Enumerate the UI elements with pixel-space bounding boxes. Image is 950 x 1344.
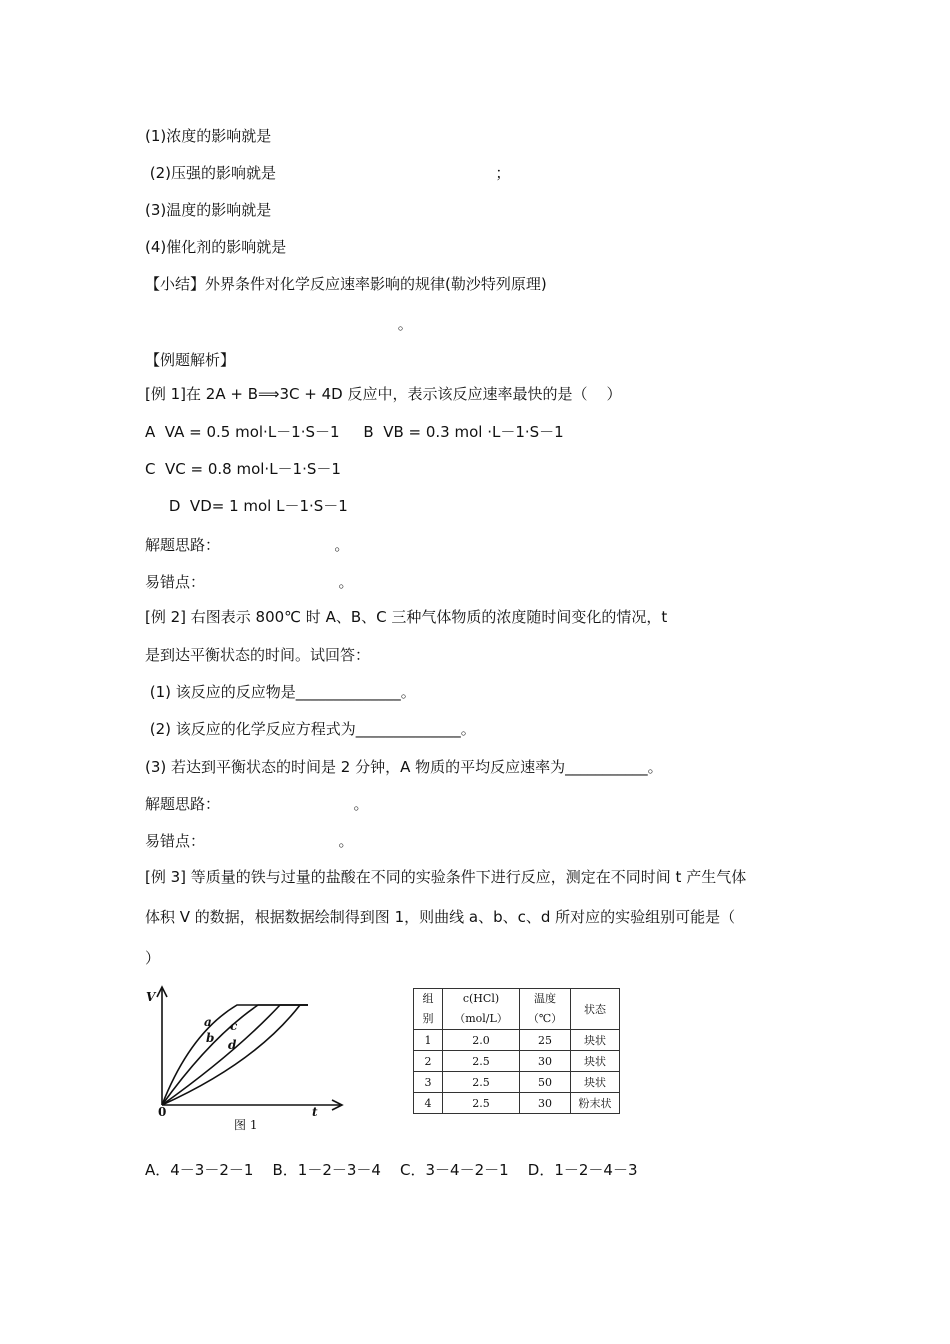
table-cell: 块状 [571, 1030, 620, 1051]
table-cell: 2.5 [443, 1051, 520, 1072]
summary-heading: 【小结】外界条件对化学反应速率影响的规律(勒沙特列原理) [145, 275, 547, 293]
example-3-options: A．4－3－2－1 B．1－2－3－4 C．3－4－2－1 D．1－2－4－3 [145, 1161, 638, 1179]
example-3-question-end: ） [145, 949, 161, 967]
table-row [414, 1051, 620, 1072]
table-row [414, 1093, 620, 1114]
curve-label-c: c [230, 1019, 238, 1033]
example-1-option-c: C VC = 0.8 mol·L－1·S－1 [145, 460, 341, 478]
header-state: 状态 [571, 989, 620, 1030]
error-point: 易错点： 。 [145, 573, 354, 591]
text-line: (2)压强的影响就是 ； [145, 164, 511, 182]
example-2-question: [例 2] 右图表示 800℃ 时 A、B、C 三种气体物质的浓度随时间变化的情况，t [145, 608, 668, 626]
table-cell: 25 [520, 1030, 571, 1051]
header-concentration: c(HCl) （mol/L） [443, 989, 520, 1030]
curve-label-b: b [206, 1031, 215, 1045]
table-row [414, 1072, 620, 1093]
table-cell: 2 [414, 1051, 443, 1072]
figure-caption: 图 1 [234, 1118, 258, 1132]
solution-idea: 解题思路： 。 [145, 795, 369, 813]
table-cell: 块状 [571, 1051, 620, 1072]
section-heading: 【例题解析】 [145, 351, 236, 369]
table-header-row [414, 989, 620, 1030]
table-cell: 50 [520, 1072, 571, 1093]
example-1-options-ab: A VA = 0.5 mol·L－1·S－1 B VB = 0.3 mol ·L－1·S－1 [145, 423, 564, 441]
table-cell: 30 [520, 1093, 571, 1114]
curve-label-a: a [204, 1015, 212, 1029]
text-line: (3)温度的影响就是 [145, 201, 272, 219]
curve-label-d: d [228, 1038, 237, 1052]
table-cell: 4 [414, 1093, 443, 1114]
table-cell: 2.5 [443, 1072, 520, 1093]
experiment-table [413, 988, 620, 1114]
example-2-part-1: (1) 该反应的反应物是______________。 [145, 683, 416, 701]
table-cell: 块状 [571, 1072, 620, 1093]
example-3-question-cont: 体积 V 的数据，根据数据绘制得到图 1，则曲线 a、b、c、d 所对应的实验组别可能是（ [145, 908, 736, 926]
table-cell: 粉末状 [571, 1093, 620, 1114]
origin-label: 0 [158, 1105, 167, 1119]
example-3-question: [例 3] 等质量的铁与过量的盐酸在不同的实验条件下进行反应，测定在不同时间 t 产生气体 [145, 868, 747, 886]
figure-1-graph [140, 983, 360, 1135]
example-2-part-3: (3) 若达到平衡状态的时间是 2 分钟，A 物质的平均反应速率为___________。 [145, 758, 663, 776]
text-line: (1)浓度的影响就是 [145, 127, 272, 145]
example-2-question-cont: 是到达平衡状态的时间。试回答： [145, 646, 371, 664]
text-line: 。 [145, 315, 413, 333]
y-axis-label: V [146, 990, 156, 1004]
error-point: 易错点： 。 [145, 832, 354, 850]
table-row [414, 1030, 620, 1051]
table-cell: 2.0 [443, 1030, 520, 1051]
example-1-question: [例 1]在 2A + B⟹3C + 4D 反应中，表示该反应速率最快的是（ ） [145, 385, 622, 403]
table-cell: 3 [414, 1072, 443, 1093]
solution-idea: 解题思路： 。 [145, 536, 350, 554]
header-group: 组 别 [414, 989, 443, 1030]
table-cell: 2.5 [443, 1093, 520, 1114]
header-temperature: 温度 （℃） [520, 989, 571, 1030]
table-cell: 30 [520, 1051, 571, 1072]
table-cell: 1 [414, 1030, 443, 1051]
example-2-part-2: (2) 该反应的化学反应方程式为______________。 [145, 720, 476, 738]
example-1-option-d: D VD= 1 mol L－1·S－1 [145, 497, 348, 515]
text-line: (4)催化剂的影响就是 [145, 238, 287, 256]
experiment-table-wrap [413, 988, 620, 1114]
x-axis-label: t [312, 1105, 318, 1119]
